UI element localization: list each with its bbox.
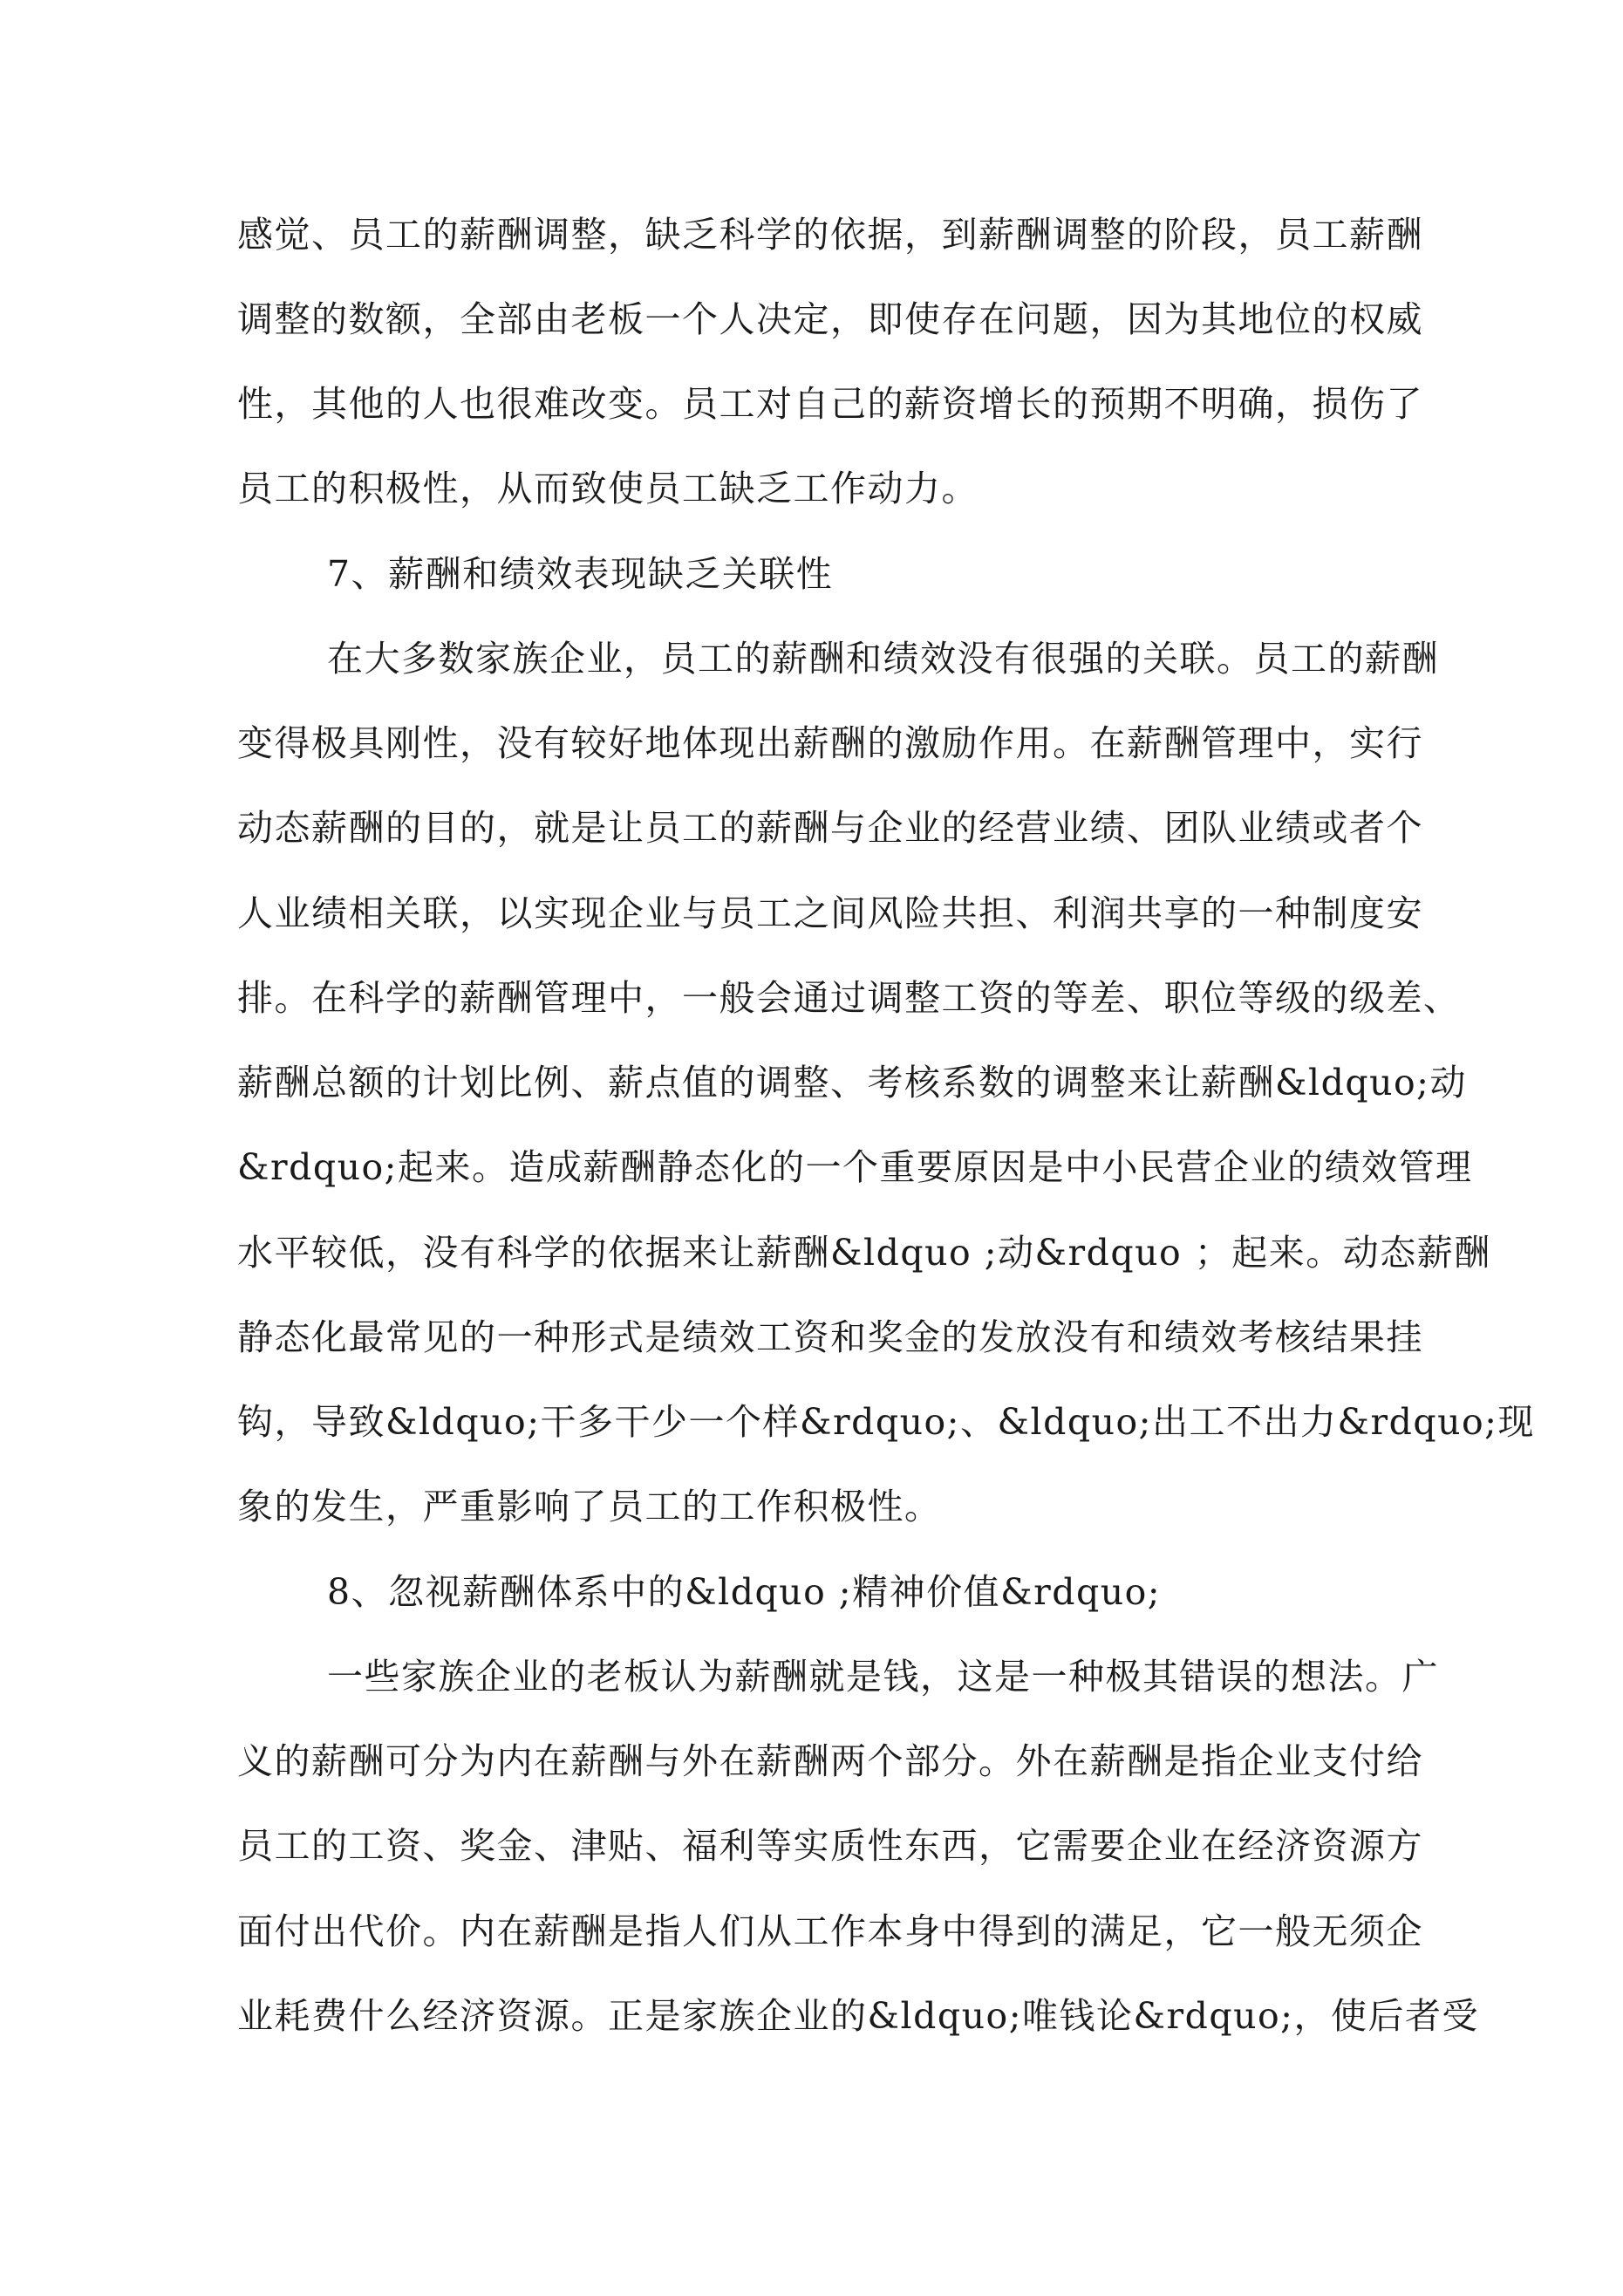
paragraph-line: &rdquo;起来。造成薪酬静态化的一个重要原因是中小民营企业的绩效管理 (237, 1146, 1473, 1188)
paragraph-line: 动态薪酬的目的，就是让员工的薪酬与企业的经营业绩、团队业绩或者个 (237, 807, 1423, 849)
paragraph-line: 一些家族企业的老板认为薪酬就是钱，这是一种极其错误的想法。广 (327, 1656, 1439, 1698)
paragraph-line: 排。在科学的薪酬管理中，一般会通过调整工资的等差、职位等级的级差、 (237, 977, 1461, 1019)
paragraph-line: 薪酬总额的计划比例、薪点值的调整、考核系数的调整来让薪酬&ldquo;动 (237, 1062, 1467, 1104)
paragraph-line: 在大多数家族企业，员工的薪酬和绩效没有很强的关联。员工的薪酬 (327, 638, 1439, 680)
paragraph-line: 静态化最常见的一种形式是绩效工资和奖金的发放没有和绩效考核结果挂 (237, 1316, 1423, 1358)
paragraph-line: 水平较低，没有科学的依据来让薪酬&ldquo ;动&rdquo ；起来。动态薪酬 (237, 1232, 1491, 1274)
section-heading: 8、忽视薪酬体系中的&ldquo ;精神价值&rdquo; (327, 1571, 1162, 1613)
paragraph-line: 面付出代价。内在薪酬是指人们从工作本身中得到的满足，它一般无须企 (237, 1910, 1423, 1952)
paragraph-line: 义的薪酬可分为内在薪酬与外在薪酬两个部分。外在薪酬是指企业支付给 (237, 1740, 1423, 1782)
paragraph-line: 钩，导致&ldquo;干多干少一个样&rdquo;、&ldquo;出工不出力&rdquo;现 (237, 1401, 1535, 1443)
paragraph-line: 员工的工资、奖金、津贴、福利等实质性东西，它需要企业在经济资源方 (237, 1825, 1423, 1867)
paragraph-line: 业耗费什么经济资源。正是家族企业的&ldquo;唯钱论&rdquo;，使后者受 (237, 1995, 1479, 2037)
paragraph-line: 调整的数额，全部由老板一个人决定，即使存在问题，因为其地位的权威 (237, 298, 1423, 340)
paragraph-line: 员工的积极性，从而致使员工缺乏工作动力。 (237, 468, 979, 509)
section-heading: 7、薪酬和绩效表现缺乏关联性 (327, 553, 834, 595)
paragraph-line: 人业绩相关联，以实现企业与员工之间风险共担、利润共享的一种制度安 (237, 892, 1423, 934)
paragraph-line: 性，其他的人也很难改变。员工对自己的薪资增长的预期不明确，损伤了 (237, 383, 1423, 425)
paragraph-line: 感觉、员工的薪酬调整，缺乏科学的依据，到薪酬调整的阶段，员工薪酬 (237, 214, 1423, 256)
paragraph-line: 象的发生，严重影响了员工的工作积极性。 (237, 1486, 942, 1527)
paragraph-line: 变得极具刚性，没有较好地体现出薪酬的激励作用。在薪酬管理中，实行 (237, 722, 1423, 764)
